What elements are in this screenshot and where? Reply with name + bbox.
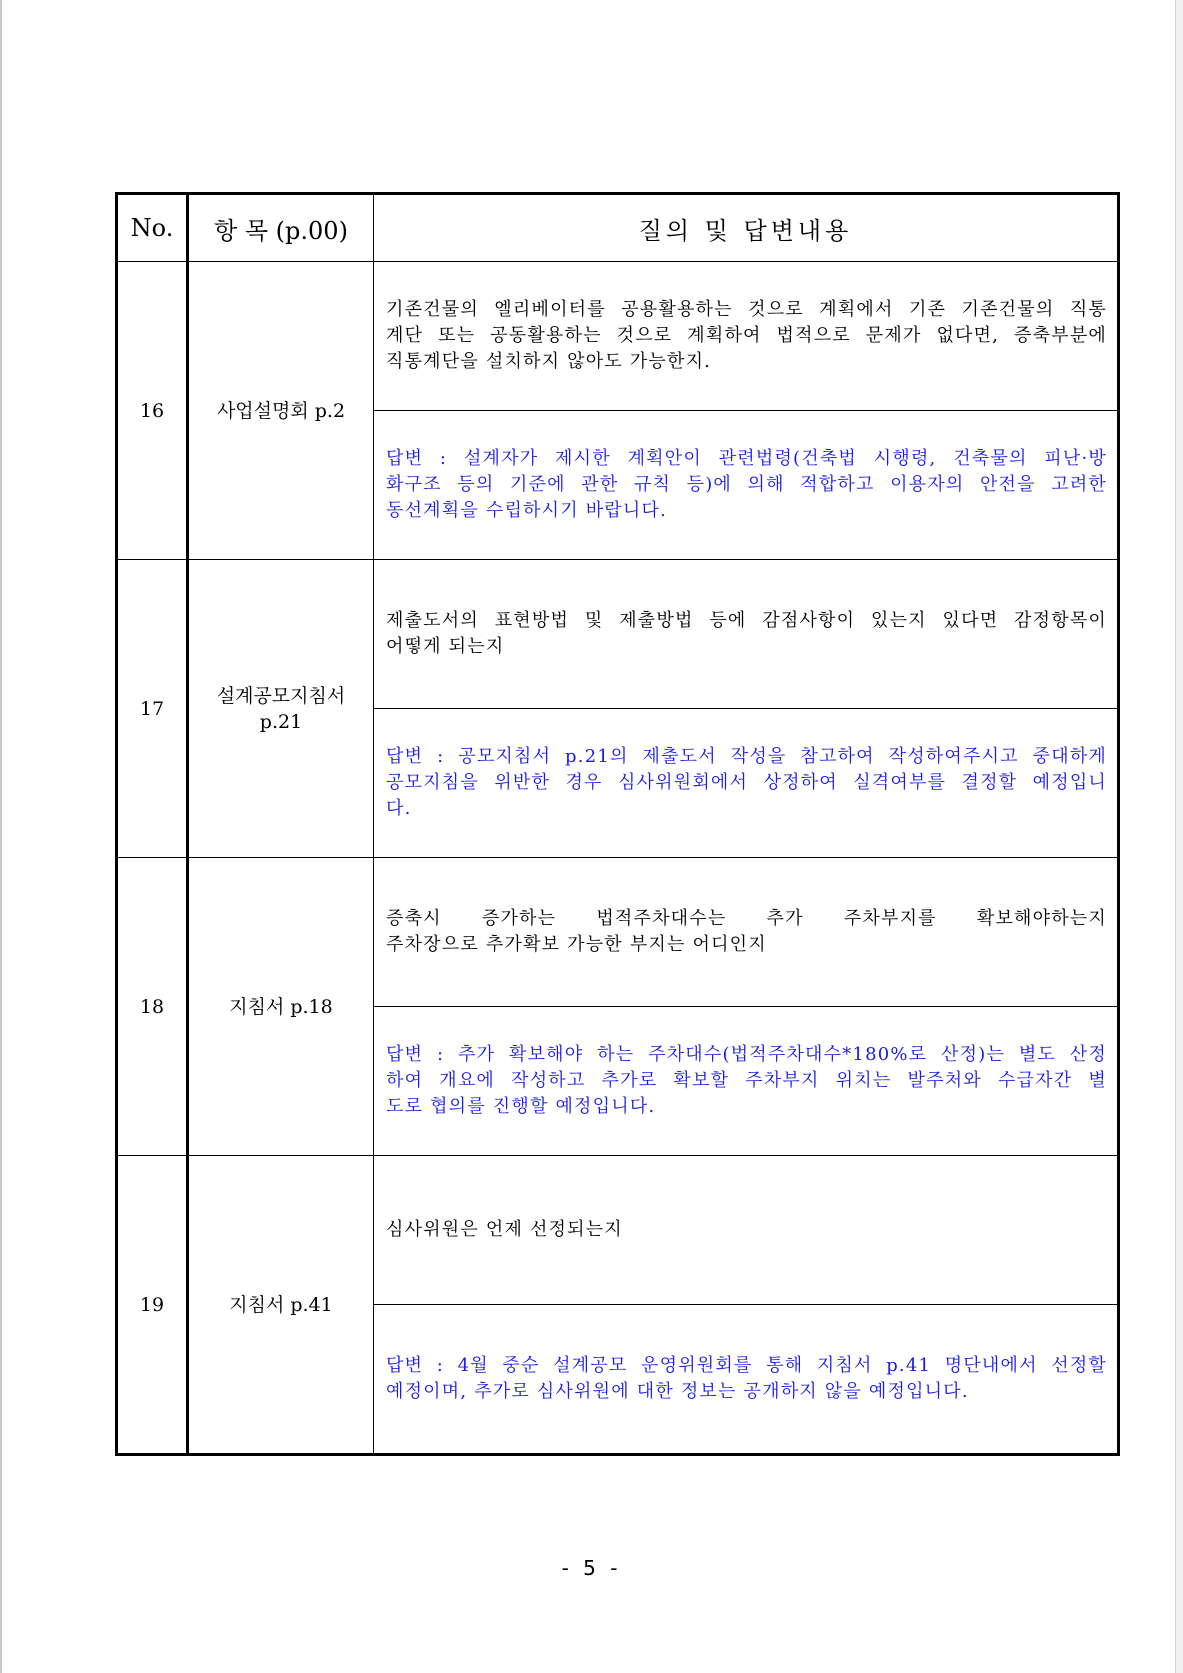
answer-line: 다. [386, 798, 412, 819]
item-line: 지침서 p.41 [229, 1293, 333, 1316]
row-number: 16 [117, 262, 188, 560]
item-line: 사업설명회 p.2 [216, 399, 346, 422]
item-line: 지침서 p.18 [229, 995, 333, 1018]
item-line: p.21 [259, 710, 303, 733]
page-right-edge [1175, 0, 1183, 1673]
question-line: 기존건물의 엘리베이터를 공용활용하는 것으로 계획에서 기존 기존건물의 직통 [386, 299, 1107, 320]
answer-line: 도로 협의를 진행할 예정입니다. [386, 1096, 656, 1117]
answer-cell [374, 1305, 1119, 1455]
table-row [117, 1156, 1119, 1305]
answer-line: 답변 : 추가 확보해야 하는 주차대수(법적주차대수*180%로 산정)는 별도 산정 [386, 1044, 1107, 1065]
page-number: - 5 - [561, 1556, 622, 1580]
question-line: 주차장으로 추가확보 가능한 부지는 어디인지 [386, 934, 767, 955]
answer-line: 답변 : 4월 중순 설계공모 운영위원회를 통해 지침서 p.41 명단내에서 선정할 [386, 1355, 1107, 1376]
item-line: 설계공모지침서 [216, 684, 346, 707]
answer-line: 하여 개요에 작성하고 추가로 확보할 주차부지 위치는 발주처와 수급자간 별 [386, 1070, 1107, 1091]
question-line: 제출도서의 표현방법 및 제출방법 등에 감점사항이 있는지 있다면 감정항목이 [386, 610, 1107, 631]
row-item [188, 262, 374, 560]
question-cell [374, 858, 1119, 1007]
answer-line: 답변 : 공모지침서 p.21의 제출도서 작성을 참고하여 작성하여주시고 중대하게 [386, 746, 1107, 767]
question-line: 직통계단을 설치하지 않아도 가능한지. [386, 351, 712, 372]
question-cell [374, 262, 1119, 411]
answer-cell [374, 411, 1119, 560]
question-cell [374, 560, 1119, 709]
question-cell [374, 1156, 1119, 1305]
table-row [117, 858, 1119, 1007]
header-no: No. [117, 194, 188, 262]
answer-cell [374, 1007, 1119, 1156]
page-left-edge [0, 0, 2, 1673]
table-header-row [117, 194, 1119, 262]
question-line: 심사위원은 언제 선정되는지 [386, 1219, 623, 1240]
header-content: 질의 및 답변내용 [374, 194, 1119, 262]
question-line: 증축시 증가하는 법적주차대수는 추가 주차부지를 확보해야하는지 [386, 908, 1107, 929]
row-item [188, 1156, 374, 1455]
row-item [188, 858, 374, 1156]
row-item [188, 560, 374, 858]
question-line: 어떻게 되는지 [386, 636, 505, 657]
table-row [117, 560, 1119, 709]
answer-line: 공모지침을 위반한 경우 심사위원회에서 상정하여 실격여부를 결정할 예정입니 [386, 772, 1107, 793]
answer-line: 동선계획을 수립하시기 바랍니다. [386, 500, 667, 521]
answer-line: 답변 : 설계자가 제시한 계획안이 관련법령(건축법 시행령, 건축물의 피난·방 [386, 448, 1107, 469]
answer-line: 예정이며, 추가로 심사위원에 대한 정보는 공개하지 않을 예정입니다. [386, 1381, 969, 1402]
row-number: 19 [117, 1156, 188, 1455]
table-row [117, 262, 1119, 411]
answer-line: 화구조 등의 기준에 관한 규칙 등)에 의해 적합하고 이용자의 안전을 고려한 [386, 474, 1107, 495]
header-item: 항 목 (p.00) [188, 194, 374, 262]
row-number: 17 [117, 560, 188, 858]
qa-table [115, 192, 1120, 1456]
table-body [117, 262, 1119, 1455]
answer-cell [374, 709, 1119, 858]
row-number: 18 [117, 858, 188, 1156]
question-line: 계단 또는 공동활용하는 것으로 계획하여 법적으로 문제가 없다면, 증축부분에 [386, 325, 1107, 346]
